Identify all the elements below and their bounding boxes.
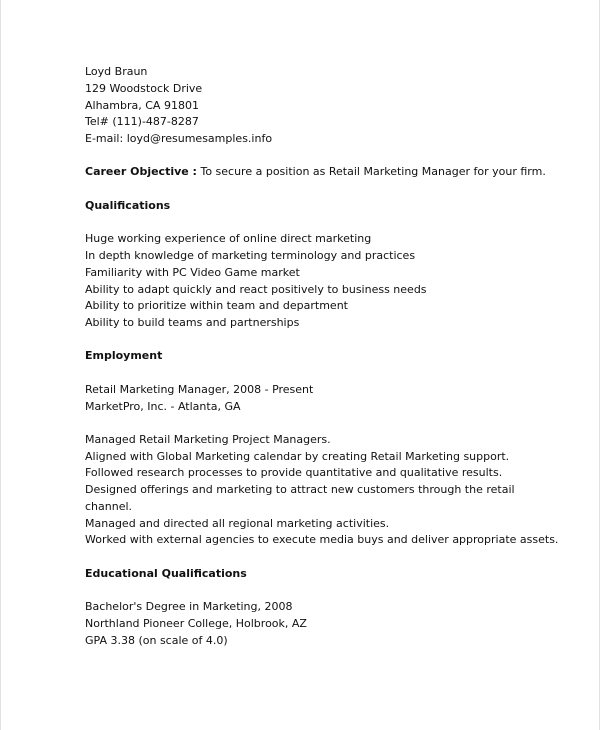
contact-email: E-mail: loyd@resumesamples.info — [85, 132, 273, 145]
employment-company: MarketPro, Inc. - Atlanta, GA — [85, 400, 241, 413]
contact-phone: Tel# (111)-487-8287 — [85, 115, 199, 128]
qualification-item: Familiarity with PC Video Game market — [85, 266, 300, 279]
career-objective — [85, 165, 546, 179]
education-gpa: GPA 3.38 (on scale of 4.0) — [85, 634, 228, 647]
qualifications-heading: Qualifications — [85, 199, 171, 212]
qualification-item: Ability to prioritize within team and department — [85, 299, 348, 312]
education-school: Northland Pioneer College, Holbrook, AZ — [85, 617, 307, 630]
employment-job-title: Retail Marketing Manager, 2008 - Present — [85, 383, 314, 396]
employment-duty: Designed offerings and marketing to attract new customers through the retail — [85, 483, 515, 496]
contact-city: Alhambra, CA 91801 — [85, 99, 199, 112]
education-heading: Educational Qualifications — [85, 567, 247, 580]
employment-duty: Aligned with Global Marketing calendar by creating Retail Marketing support. — [85, 450, 510, 463]
employment-duty: channel. — [85, 500, 133, 513]
contact-street: 129 Woodstock Drive — [85, 82, 203, 95]
employment-duty: Worked with external agencies to execute media buys and deliver appropriate assets. — [85, 533, 559, 546]
qualification-item: Huge working experience of online direct marketing — [85, 232, 372, 245]
education-degree: Bachelor's Degree in Marketing, 2008 — [85, 600, 293, 613]
qualification-item: Ability to adapt quickly and react positively to business needs — [85, 283, 427, 296]
employment-duty: Managed Retail Marketing Project Managers. — [85, 433, 331, 446]
career-objective-text: To secure a position as Retail Marketing Manager for your firm. — [196, 165, 546, 178]
career-objective-label: Career Objective : — [85, 165, 197, 178]
qualification-item: In depth knowledge of marketing terminology and practices — [85, 249, 416, 262]
employment-duty: Followed research processes to provide quantitative and qualitative results. — [85, 466, 503, 479]
employment-heading: Employment — [85, 349, 163, 362]
contact-name: Loyd Braun — [85, 65, 148, 78]
employment-duty: Managed and directed all regional marketing activities. — [85, 517, 390, 530]
qualification-item: Ability to build teams and partnerships — [85, 316, 300, 329]
